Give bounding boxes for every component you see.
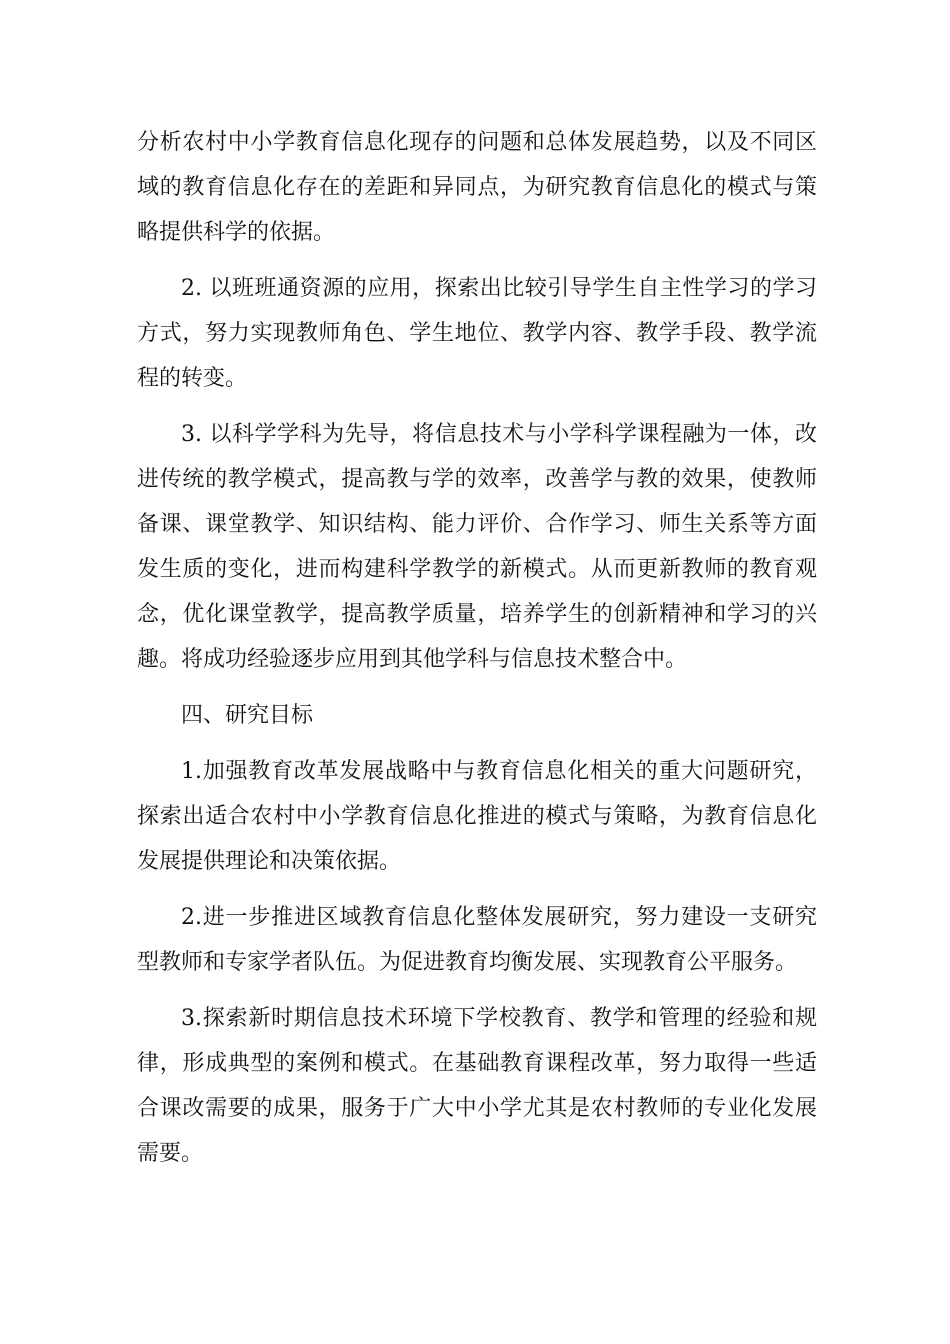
paragraph-item-2: 2. 以班班通资源的应用，探索出比较引导学生自主性学习的学习方式，努力实现教师角色、学生地位、教学内容、教学手段、教学流程的转变。 <box>137 276 817 391</box>
paragraph-item-3: 3. 以科学学科为先导，将信息技术与小学科学课程融为一体，改进传统的教学模式，提高教与学的效率，改善学与教的效果，使教师备课、课堂教学、知识结构、能力评价、合作学习、师生关系等方面发生质的变化，进而构建科学教学的新模式。从而更新教师的教育观念，优化课堂教学，提高教学质量，培养学生的创新精神和学习的兴趣。将成功经验逐步应用到其他学科与信息技术整合中。 <box>137 422 817 672</box>
goal-item-1: 1.加强教育改革发展战略中与教育信息化相关的重大问题研究，探索出适合农村中小学教育信息化推进的模式与策略，为教育信息化发展提供理论和决策依据。 <box>137 759 817 874</box>
document-body <box>137 120 817 1187</box>
goal-item-2: 2.进一步推进区域教育信息化整体发展研究，努力建设一支研究型教师和专家学者队伍。为促进教育均衡发展、实现教育公平服务。 <box>137 905 817 975</box>
section-heading-research-goals: 四、研究目标 <box>181 703 314 728</box>
goal-item-3: 3.探索新时期信息技术环境下学校教育、教学和管理的经验和规律，形成典型的案例和模式。在基础教育课程改革，努力取得一些适合课改需要的成果，服务于广大中小学尤其是农村教师的专业化发展需要。 <box>137 1006 817 1166</box>
paragraph-continuation: 分析农村中小学教育信息化现存的问题和总体发展趋势，以及不同区域的教育信息化存在的差距和异同点，为研究教育信息化的模式与策略提供科学的依据。 <box>137 130 817 245</box>
